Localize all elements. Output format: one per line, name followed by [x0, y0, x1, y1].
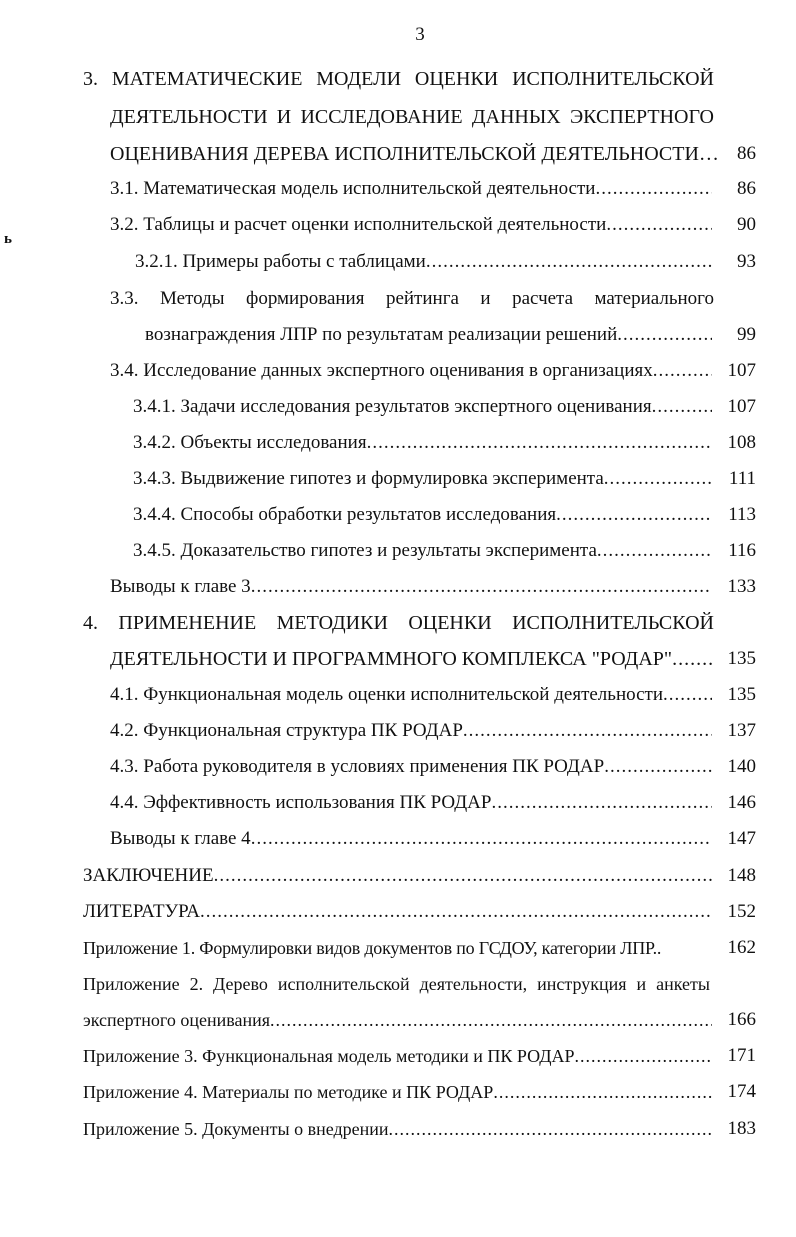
toc-entry-page: 148: [727, 865, 756, 886]
toc-entry-page: 116: [728, 540, 756, 561]
toc-entry-4-2: [110, 718, 712, 744]
scan-mark: ь: [4, 231, 12, 247]
toc-entry-title: 4.4. Эффективность использования ПК РОДАР: [110, 792, 492, 813]
toc-entry-page: 171: [727, 1045, 756, 1066]
toc-chapter-4-page: 135: [727, 648, 756, 669]
toc-entry-appendix-2-line-2: [83, 1007, 712, 1033]
toc-entry-conclusions-3: [110, 574, 712, 600]
leader-dots: [617, 322, 712, 348]
toc-entry-title: 4.3. Работа руководителя в условиях применения ПК РОДАР: [110, 756, 605, 777]
toc-entry-page: 162: [727, 937, 756, 958]
toc-entry-title: Приложение 4. Материалы по методике и ПК РОДАР: [83, 1082, 494, 1102]
toc-entry-title: ДЕЯТЕЛЬНОСТИ И ПРОГРАММНОГО КОМПЛЕКСА "РОДАР": [110, 648, 673, 670]
toc-entry-3-4: [110, 358, 712, 384]
leader-dots: [463, 718, 712, 744]
leader-dots: [426, 249, 712, 275]
toc-entry-title: 3.1. Математическая модель исполнительской деятельности: [110, 178, 596, 199]
leader-dots: [389, 1116, 712, 1142]
toc-entry-title: экспертного оценивания: [83, 1010, 271, 1030]
toc-entry-3-2: [110, 212, 712, 238]
toc-chapter-4-line-2: [110, 646, 712, 672]
toc-entry-page: 111: [728, 468, 756, 489]
toc-entry-3-4-1: [133, 394, 712, 420]
leader-dots: [367, 430, 712, 456]
toc-entry-title: 4.2. Функциональная структура ПК РОДАР: [110, 720, 463, 741]
leader-dots: [251, 826, 712, 852]
toc-entry-3-4-3: [133, 466, 712, 492]
toc-entry-title: Приложение 5. Документы о внедрении: [83, 1119, 389, 1139]
toc-entry-3-4-5: [133, 538, 712, 564]
toc-entry-3-1: [110, 176, 712, 202]
toc-entry-title: 3.4.3. Выдвижение гипотез и формулировка эксперимента: [133, 468, 604, 489]
toc-entry-title: 3.2.1. Примеры работы с таблицами: [135, 251, 426, 272]
toc-entry-title: ЛИТЕРАТУРА: [83, 901, 200, 922]
toc-entry-4-1: [110, 682, 712, 708]
leader-dots: [606, 212, 712, 238]
toc-entry-page: 99: [737, 324, 756, 345]
toc-entry-page: 152: [727, 901, 756, 922]
toc-entry-conclusion: [83, 863, 712, 889]
toc-entry-4-4: [110, 790, 712, 816]
toc-entry-page: 86: [737, 178, 756, 199]
toc-entry-page: 90: [737, 214, 756, 235]
toc-entry-title: 3.4.5. Доказательство гипотез и результаты эксперимента: [133, 540, 597, 561]
toc-chapter-3-line-2: ДЕЯТЕЛЬНОСТИ И ИССЛЕДОВАНИЕ ДАННЫХ ЭКСПЕРТНОГО: [110, 106, 714, 128]
toc-entry-3-3-line-2: [145, 322, 712, 348]
toc-entry-appendix-2-line-1: Приложение 2. Дерево исполнительской деятельности, инструкция и анкеты: [83, 974, 710, 994]
toc-entry-title: 3.4.4. Способы обработки результатов исследования: [133, 504, 557, 525]
toc-entry-title: 3.4.1. Задачи исследования результатов экспертного оценивания: [133, 396, 652, 417]
leader-dots: [597, 538, 712, 564]
page-number: 3: [415, 24, 425, 45]
toc-entry-literature: [83, 899, 712, 925]
toc-entry-page: 174: [727, 1081, 756, 1102]
toc-entry-title: вознаграждения ЛПР по результатам реализации решений: [145, 324, 618, 345]
toc-entry-page: 135: [727, 684, 756, 705]
toc-entry-page: 107: [727, 360, 756, 381]
toc-entry-page: 108: [727, 432, 756, 453]
toc-entry-3-4-2: [133, 430, 712, 456]
toc-entry-appendix-3: [83, 1043, 712, 1069]
toc-entry-page: 93: [737, 251, 756, 272]
toc-entry-3-2-1: [135, 249, 712, 275]
toc-chapter-3-line-3: ОЦЕНИВАНИЯ ДЕРЕВА ИСПОЛНИТЕЛЬСКОЙ ДЕЯТЕЛЬНОСТИ…: [110, 143, 719, 165]
toc-entry-title: ЗАКЛЮЧЕНИЕ: [83, 865, 214, 886]
leader-dots: [652, 394, 712, 420]
toc-entry-title: Приложение 3. Функциональная модель методики и ПК РОДАР: [83, 1046, 575, 1066]
toc-entry-title: 4.1. Функциональная модель оценки исполнительской деятельности: [110, 684, 663, 705]
toc-entry-3-3-line-1: 3.3. Методы формирования рейтинга и расчета материального: [110, 288, 714, 309]
toc-entry-page: 133: [727, 576, 756, 597]
toc-entry-title: 3.4.2. Объекты исследования: [133, 432, 367, 453]
toc-entry-page: 183: [727, 1118, 756, 1139]
toc-entry-conclusions-4: [110, 826, 712, 852]
leader-dots: [214, 863, 712, 889]
leader-dots: [653, 358, 712, 384]
leader-dots: [574, 1043, 712, 1069]
toc-entry-title: Выводы к главе 4: [110, 828, 251, 849]
toc-entry-appendix-5: [83, 1116, 712, 1142]
toc-chapter-3-line-1: 3. МАТЕМАТИЧЕСКИЕ МОДЕЛИ ОЦЕНКИ ИСПОЛНИТЕЛЬСКОЙ: [83, 68, 714, 90]
toc-entry-page: 137: [727, 720, 756, 741]
toc-entry-page: 146: [727, 792, 756, 813]
toc-entry-page: 147: [727, 828, 756, 849]
leader-dots: [270, 1007, 712, 1033]
toc-entry-4-3: [110, 754, 712, 780]
toc-entry-page: 140: [727, 756, 756, 777]
toc-entry-appendix-4: [83, 1079, 712, 1105]
toc-entry-page: 113: [728, 504, 756, 525]
toc-entry-3-4-4: [133, 502, 712, 528]
toc-chapter-4-line-1: 4. ПРИМЕНЕНИЕ МЕТОДИКИ ОЦЕНКИ ИСПОЛНИТЕЛЬСКОЙ: [83, 612, 714, 634]
leader-dots: [672, 646, 712, 672]
leader-dots: [200, 899, 712, 925]
leader-dots: [493, 1079, 712, 1105]
leader-dots: [556, 502, 712, 528]
toc-entry-page: 166: [727, 1009, 756, 1030]
toc-chapter-3-page: 86: [737, 143, 756, 164]
toc-entry-title: Выводы к главе 3: [110, 576, 251, 597]
leader-dots: [491, 790, 712, 816]
toc-entry-appendix-1: Приложение 1. Формулировки видов документов по ГСДОУ, категории ЛПР..: [83, 938, 662, 958]
toc-entry-title: 3.4. Исследование данных экспертного оценивания в организациях: [110, 360, 653, 381]
leader-dots: [604, 466, 712, 492]
leader-dots: [604, 754, 712, 780]
leader-dots: [251, 574, 712, 600]
leader-dots: [595, 176, 712, 202]
toc-entry-page: 107: [727, 396, 756, 417]
toc-entry-title: 3.2. Таблицы и расчет оценки исполнительской деятельности: [110, 214, 607, 235]
leader-dots: [663, 682, 712, 708]
